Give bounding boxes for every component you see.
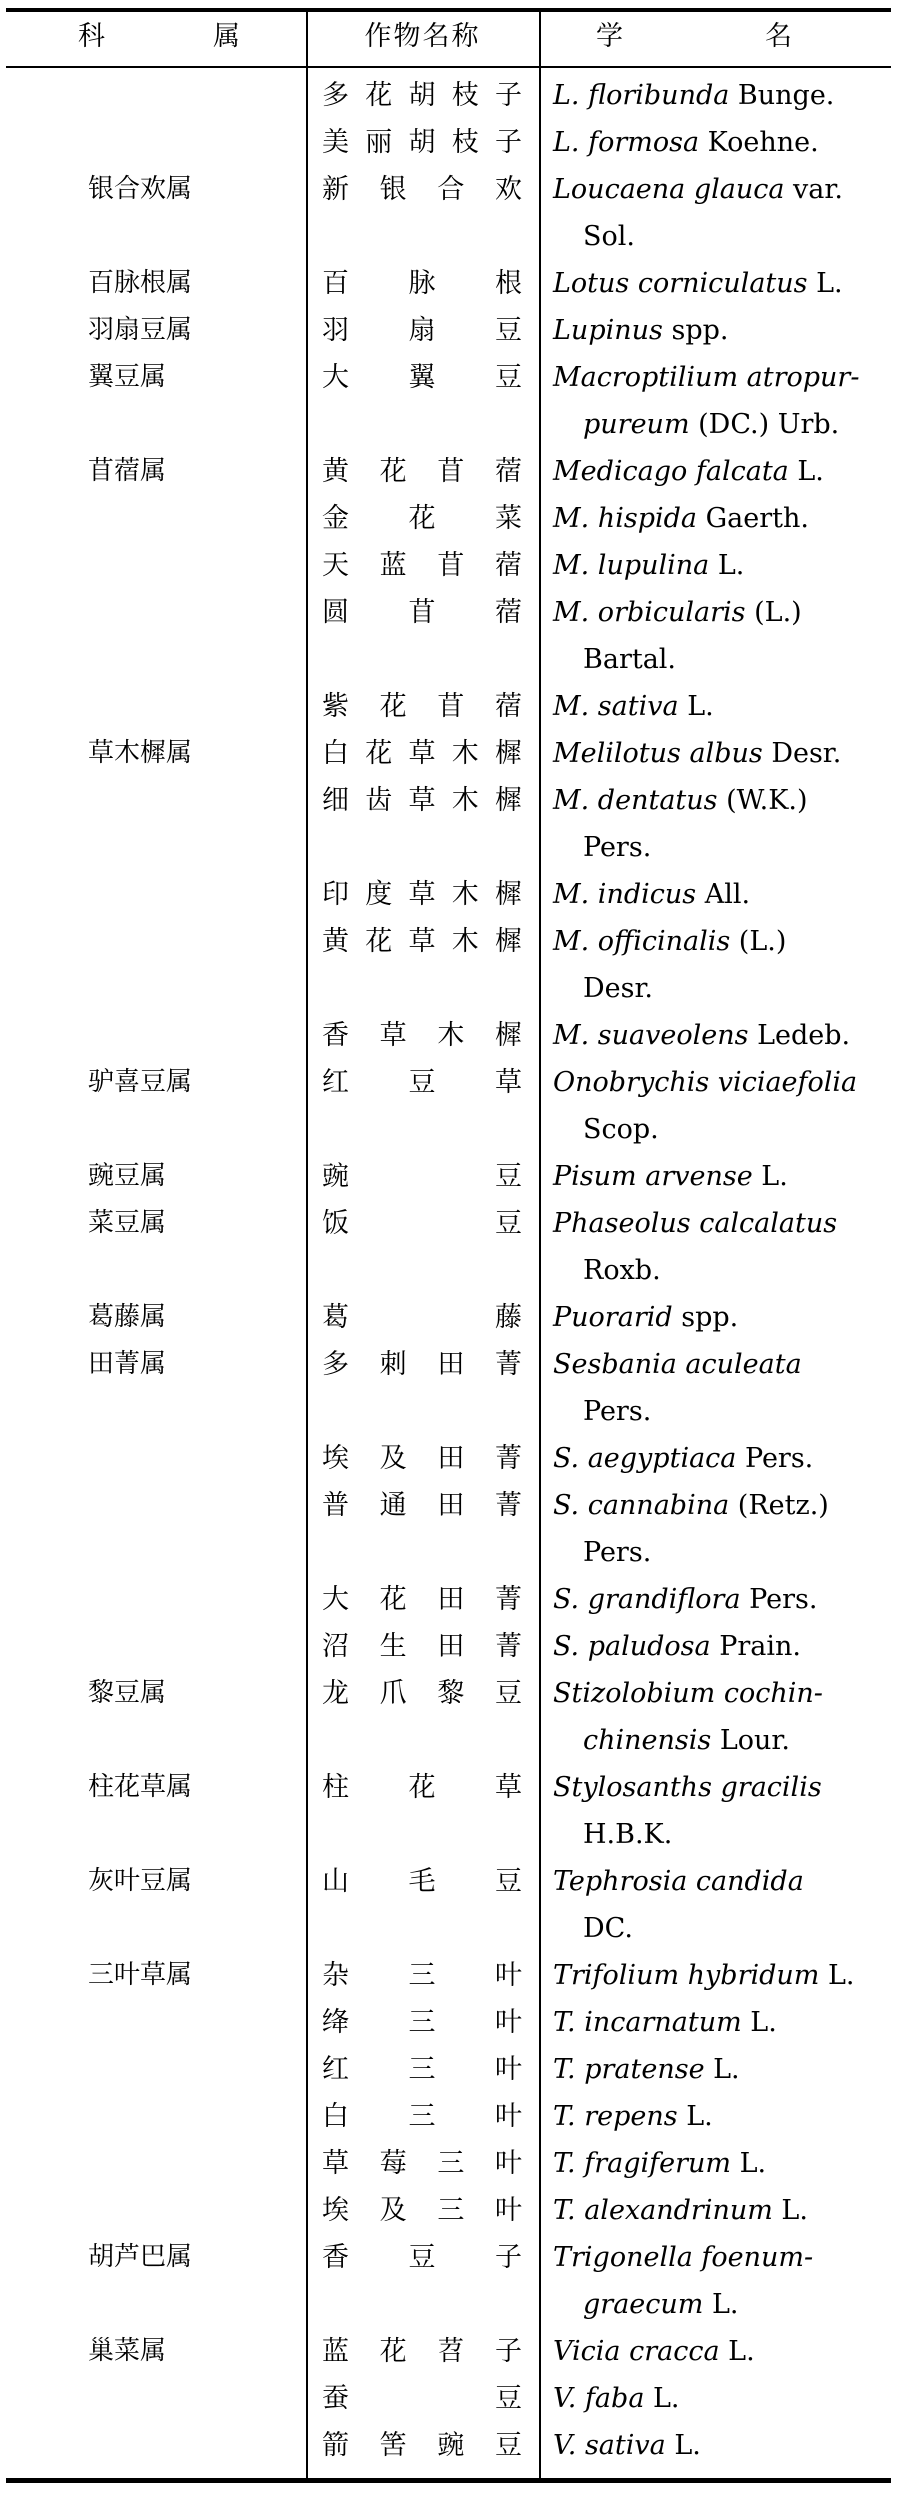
scientific-name-cell: [553, 1341, 891, 1435]
scientific-name-authority: Pers.: [740, 1584, 818, 1615]
scientific-name-cell: [553, 72, 891, 119]
scientific-name-continuation: [553, 1388, 891, 1435]
scientific-name-cell: [553, 1482, 891, 1576]
scientific-name-italic: S. aegyptiaca: [553, 1443, 737, 1474]
family-genus-cell: 草木樨属: [88, 738, 193, 768]
family-genus-cell: 菜豆属: [88, 1208, 167, 1238]
crop-name-cell: 金花菜: [322, 503, 522, 534]
family-genus-cell: 羽扇豆属: [88, 315, 193, 345]
scientific-name-cell: [553, 1764, 891, 1858]
scientific-name-italic: Puorarid: [553, 1302, 673, 1333]
scientific-name-italic: Phaseolus calcalatus: [553, 1208, 838, 1239]
scientific-name-cell: [553, 589, 891, 683]
header-scientific-name: [596, 8, 891, 66]
scientific-name-continuation-text: (DC.) Urb.: [689, 409, 840, 440]
family-genus-cell: 胡芦巴属: [88, 2242, 193, 2272]
header-family-char-2: 属: [213, 21, 240, 52]
table-row: [6, 72, 891, 119]
scientific-name-cell: [553, 918, 891, 1012]
crop-name-cell: 蓝花苕子: [322, 2336, 522, 2367]
crop-name-cell: 山毛豆: [322, 1866, 522, 1897]
table-row: [6, 1012, 891, 1059]
scientific-name-italic: S. cannabina: [553, 1490, 730, 1521]
scientific-name-authority: spp.: [672, 1302, 739, 1333]
crop-name-cell: 豌豆: [322, 1161, 522, 1192]
scientific-name-italic: M. lupulina: [553, 550, 710, 581]
scientific-name-cell: [553, 2046, 891, 2093]
table-row: [6, 730, 891, 777]
table-row: [6, 1435, 891, 1482]
scientific-name-cell: [553, 1623, 891, 1670]
scientific-name-authority: L.: [704, 2054, 740, 2085]
scientific-name-italic: T. pratense: [553, 2054, 705, 2085]
table-row: [6, 1858, 891, 1952]
scientific-name-continuation-text: Pers.: [583, 1537, 652, 1568]
crop-name-cell: 香豆子: [322, 2242, 522, 2273]
scientific-name-continuation: [553, 965, 891, 1012]
scientific-name-italic: T. fragiferum: [553, 2148, 731, 2179]
crop-name-cell: 龙爪黎豆: [322, 1678, 522, 1709]
scientific-name-continuation: [553, 1905, 891, 1952]
family-genus-cell: 驴喜豆属: [88, 1067, 193, 1097]
crop-name-cell: 大花田菁: [322, 1584, 522, 1615]
scientific-name-continuation: [553, 824, 891, 871]
table-row: [6, 2328, 891, 2375]
scientific-name-cell: [553, 871, 891, 918]
scientific-name-authority: L.: [807, 268, 843, 299]
crop-name-cell: 白三叶: [322, 2101, 522, 2132]
scientific-name-cell: [553, 1059, 891, 1153]
scientific-name-authority: spp.: [662, 315, 729, 346]
scientific-name-cell: [553, 495, 891, 542]
table-row: [6, 2093, 891, 2140]
crop-name-cell: 箭筈豌豆: [322, 2430, 522, 2461]
crop-name-cell: 葛藤: [322, 1302, 522, 1333]
table-row: [6, 2140, 891, 2187]
crop-name-cell: 羽扇豆: [322, 315, 522, 346]
family-genus-cell: 柱花草属: [88, 1772, 193, 1802]
scientific-name-authority: L.: [788, 456, 824, 487]
crop-name-cell: 美丽胡枝子: [322, 127, 522, 158]
crop-name-cell: 沼生田菁: [322, 1631, 522, 1662]
scientific-name-continuation-italic: graecum: [583, 2289, 704, 2320]
scientific-name-italic: Lupinus: [553, 315, 663, 346]
scientific-name-italic: Trigonella foenum-: [553, 2242, 814, 2273]
scientific-name-cell: [553, 354, 891, 448]
scientific-name-cell: [553, 2422, 891, 2469]
family-genus-cell: 翼豆属: [88, 362, 167, 392]
family-genus-cell: 葛藤属: [88, 1302, 167, 1332]
scientific-name-authority: L.: [752, 1161, 788, 1192]
table-row: [6, 1200, 891, 1294]
scientific-name-continuation-text: Pers.: [583, 832, 652, 863]
table-row: [6, 683, 891, 730]
scientific-name-italic: V. sativa: [553, 2430, 666, 2461]
table-row: [6, 119, 891, 166]
scientific-name-cell: [553, 730, 891, 777]
crop-name-cell: 多花胡枝子: [322, 80, 522, 111]
scientific-name-cell: [553, 1670, 891, 1764]
scientific-name-continuation: [553, 1247, 891, 1294]
scientific-name-cell: [553, 448, 891, 495]
scientific-name-continuation: [553, 2281, 891, 2328]
scientific-name-italic: M. dentatus: [553, 785, 718, 816]
scientific-name-authority: L.: [665, 2430, 701, 2461]
scientific-name-authority: (L.): [730, 926, 787, 957]
family-genus-cell: 巢菜属: [88, 2336, 167, 2366]
table-row: [6, 777, 891, 871]
scientific-name-continuation-text: Roxb.: [583, 1255, 661, 1286]
scientific-name-italic: Tephrosia candida: [553, 1866, 804, 1897]
scientific-name-continuation-italic: chinensis: [583, 1725, 712, 1756]
scientific-name-authority: Bunge.: [729, 80, 835, 111]
table-header-rule: [6, 66, 891, 68]
scientific-name-italic: L. formosa: [553, 127, 700, 158]
crop-name-cell: 多刺田菁: [322, 1349, 522, 1380]
crop-name-cell: 埃及三叶: [322, 2195, 522, 2226]
table-row: [6, 1952, 891, 1999]
scientific-name-authority: L.: [719, 2336, 755, 2367]
table-row: [6, 542, 891, 589]
scientific-name-continuation-text: Lour.: [711, 1725, 790, 1756]
crop-name-cell: 百脉根: [322, 268, 522, 299]
crop-name-cell: 圆苜蓿: [322, 597, 522, 628]
family-genus-cell: 银合欢属: [88, 174, 193, 204]
scientific-name-continuation: [553, 1717, 891, 1764]
family-genus-cell: 灰叶豆属: [88, 1866, 193, 1896]
table-row: [6, 1153, 891, 1200]
crop-name-cell: 草莓三叶: [322, 2148, 522, 2179]
scientific-name-italic: Trifolium hybridum: [553, 1960, 820, 1991]
table-row: [6, 495, 891, 542]
scientific-name-authority: (W.K.): [717, 785, 808, 816]
table-row: [6, 2375, 891, 2422]
crop-name-cell: 大翼豆: [322, 362, 522, 393]
crop-name-cell: 香草木樨: [322, 1020, 522, 1051]
scientific-name-cell: [553, 1200, 891, 1294]
crop-name-cell: 天蓝苜蓿: [322, 550, 522, 581]
scientific-name-authority: Desr.: [762, 738, 842, 769]
table-row: [6, 1623, 891, 1670]
scientific-name-italic: M. suaveolens: [553, 1020, 749, 1051]
scientific-name-italic: M. sativa: [553, 691, 679, 722]
scientific-name-cell: [553, 260, 891, 307]
scientific-name-italic: L. floribunda: [553, 80, 730, 111]
scientific-name-italic: T. alexandrinum: [553, 2195, 773, 2226]
crop-name-cell: 白花草木樨: [322, 738, 522, 769]
table-row: [6, 918, 891, 1012]
legume-forage-table: [6, 8, 893, 2486]
header-sci-char-1: 学: [596, 21, 623, 52]
scientific-name-cell: [553, 1858, 891, 1952]
scientific-name-authority: L.: [677, 2101, 713, 2132]
crop-name-cell: 红豆草: [322, 1067, 522, 1098]
scientific-name-continuation: [553, 1811, 891, 1858]
scientific-name-cell: [553, 1435, 891, 1482]
scientific-name-italic: Macroptilium atropur-: [553, 362, 860, 393]
scientific-name-continuation-italic: pureum: [583, 409, 690, 440]
scientific-name-continuation: [553, 1106, 891, 1153]
header-family-genus: [78, 8, 288, 66]
table-bottom-rule: [6, 2478, 891, 2483]
crop-name-cell: 蚕豆: [322, 2383, 522, 2414]
scientific-name-italic: Melilotus albus: [553, 738, 763, 769]
scientific-name-cell: [553, 2187, 891, 2234]
crop-name-cell: 饭豆: [322, 1208, 522, 1239]
crop-name-cell: 新银合欢: [322, 174, 522, 205]
scientific-name-authority: var.: [784, 174, 843, 205]
scientific-name-cell: [553, 166, 891, 260]
table-row: [6, 1576, 891, 1623]
scientific-name-italic: M. hispida: [553, 503, 697, 534]
scientific-name-continuation: [553, 401, 891, 448]
table-row: [6, 1294, 891, 1341]
family-genus-cell: 三叶草属: [88, 1960, 193, 1990]
scientific-name-italic: Medicago falcata: [553, 456, 789, 487]
scientific-name-continuation-text: Bartal.: [583, 644, 677, 675]
scientific-name-authority: All.: [696, 879, 751, 910]
scientific-name-authority: Pers.: [736, 1443, 814, 1474]
table-row: [6, 166, 891, 260]
table-row: [6, 2046, 891, 2093]
scientific-name-authority: L.: [709, 550, 745, 581]
family-genus-cell: 黎豆属: [88, 1678, 167, 1708]
scientific-name-authority: L.: [678, 691, 714, 722]
crop-name-cell: 柱花草: [322, 1772, 522, 1803]
scientific-name-cell: [553, 307, 891, 354]
crop-name-cell: 紫花苜蓿: [322, 691, 522, 722]
scientific-name-cell: [553, 2140, 891, 2187]
scientific-name-italic: T. incarnatum: [553, 2007, 742, 2038]
scientific-name-authority: L.: [819, 1960, 855, 1991]
scientific-name-cell: [553, 1294, 891, 1341]
scientific-name-cell: [553, 1012, 891, 1059]
scientific-name-cell: [553, 2328, 891, 2375]
scientific-name-cell: [553, 777, 891, 871]
crop-name-cell: 黄花苜蓿: [322, 456, 522, 487]
scientific-name-authority: Koehne.: [699, 127, 819, 158]
table-row: [6, 1341, 891, 1435]
scientific-name-cell: [553, 683, 891, 730]
scientific-name-italic: Stizolobium cochin-: [553, 1678, 823, 1709]
scientific-name-continuation-text: Desr.: [583, 973, 654, 1004]
scientific-name-continuation-text: Pers.: [583, 1396, 652, 1427]
scientific-name-authority: Prain.: [710, 1631, 801, 1662]
header-sci-char-2: 名: [765, 21, 792, 52]
scientific-name-cell: [553, 1952, 891, 1999]
scientific-name-cell: [553, 1999, 891, 2046]
scientific-name-continuation-text: DC.: [583, 1913, 633, 1944]
scientific-name-italic: Onobrychis viciaefolia: [553, 1067, 858, 1098]
scientific-name-cell: [553, 542, 891, 589]
table-row: [6, 1059, 891, 1153]
scientific-name-italic: M. officinalis: [553, 926, 731, 957]
table-row: [6, 871, 891, 918]
scientific-name-italic: S. grandiflora: [553, 1584, 741, 1615]
scientific-name-authority: L.: [731, 2148, 767, 2179]
table-row: [6, 2234, 891, 2328]
scientific-name-italic: M. indicus: [553, 879, 697, 910]
table-row: [6, 354, 891, 448]
scientific-name-italic: Lotus corniculatus: [553, 268, 808, 299]
scientific-name-authority: (L.): [745, 597, 802, 628]
scientific-name-cell: [553, 119, 891, 166]
scientific-name-continuation: [553, 636, 891, 683]
scientific-name-italic: Vicia cracca: [553, 2336, 720, 2367]
crop-name-cell: 印度草木樨: [322, 879, 522, 910]
scientific-name-continuation-text: Sol.: [583, 221, 635, 252]
crop-name-cell: 红三叶: [322, 2054, 522, 2085]
table-row: [6, 1764, 891, 1858]
scientific-name-authority: (Retz.): [729, 1490, 829, 1521]
scientific-name-italic: V. faba: [553, 2383, 645, 2414]
scientific-name-authority: Gaerth.: [697, 503, 809, 534]
scientific-name-cell: [553, 1153, 891, 1200]
scientific-name-cell: [553, 2234, 891, 2328]
family-genus-cell: 百脉根属: [88, 268, 193, 298]
crop-name-cell: 绛三叶: [322, 2007, 522, 2038]
scientific-name-cell: [553, 2093, 891, 2140]
crop-name-cell: 埃及田菁: [322, 1443, 522, 1474]
crop-name-cell: 细齿草木樨: [322, 785, 522, 816]
scientific-name-continuation-text: L.: [703, 2289, 739, 2320]
table-row: [6, 2187, 891, 2234]
table-row: [6, 1670, 891, 1764]
header-crop-name: 作物名称: [364, 21, 481, 52]
crop-name-cell: 杂三叶: [322, 1960, 522, 1991]
scientific-name-italic: M. orbicularis: [553, 597, 746, 628]
family-genus-cell: 豌豆属: [88, 1161, 167, 1191]
table-row: [6, 2422, 891, 2469]
scientific-name-authority: L.: [772, 2195, 808, 2226]
scientific-name-authority: Ledeb.: [748, 1020, 851, 1051]
scientific-name-continuation: [553, 1529, 891, 1576]
table-row: [6, 1482, 891, 1576]
table-row: [6, 448, 891, 495]
crop-name-cell: 黄花草木樨: [322, 926, 522, 957]
scientific-name-italic: Stylosanths gracilis: [553, 1772, 822, 1803]
table-body: [6, 72, 891, 2469]
scientific-name-italic: S. paludosa: [553, 1631, 711, 1662]
table-row: [6, 260, 891, 307]
scientific-name-italic: Loucaena glauca: [553, 174, 785, 205]
family-genus-cell: 苜蓿属: [88, 456, 167, 486]
table-row: [6, 1999, 891, 2046]
scientific-name-italic: Pisum arvense: [553, 1161, 753, 1192]
scientific-name-authority: L.: [741, 2007, 777, 2038]
table-row: [6, 589, 891, 683]
crop-name-cell: 普通田菁: [322, 1490, 522, 1521]
scientific-name-continuation-text: H.B.K.: [583, 1819, 673, 1850]
header-family-char-1: 科: [78, 21, 105, 52]
scientific-name-italic: Sesbania aculeata: [553, 1349, 802, 1380]
scientific-name-italic: T. repens: [553, 2101, 678, 2132]
family-genus-cell: 田菁属: [88, 1349, 167, 1379]
table-row: [6, 307, 891, 354]
scientific-name-cell: [553, 1576, 891, 1623]
scientific-name-continuation: [553, 213, 891, 260]
scientific-name-cell: [553, 2375, 891, 2422]
scientific-name-authority: L.: [644, 2383, 680, 2414]
scientific-name-continuation-text: Scop.: [583, 1114, 659, 1145]
